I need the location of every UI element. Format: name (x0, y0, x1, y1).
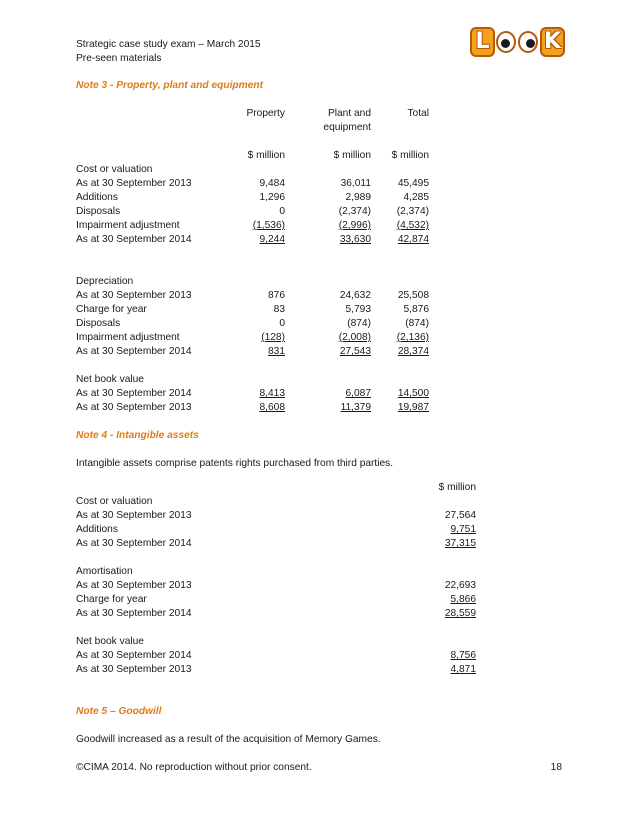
doc-header-line1: Strategic case study exam – March 2015 (76, 39, 261, 50)
col-header-property: Property (246, 108, 285, 119)
cell-value: 22,693 (444, 580, 476, 591)
cell-total: (2,374) (396, 206, 429, 217)
depreciation-heading: Depreciation (76, 276, 134, 287)
cell-total: 14,500 (397, 388, 429, 399)
row-label: As at 30 September 2013 (76, 580, 192, 591)
cell-total: (4,532) (396, 220, 429, 231)
cell-property: 831 (268, 346, 285, 357)
unit-plant: $ million (333, 150, 371, 161)
cell-total: 45,495 (397, 178, 429, 189)
row-label: Charge for year (76, 594, 147, 605)
cell-plant: 11,379 (340, 402, 371, 413)
note4-cost-heading: Cost or valuation (76, 496, 153, 507)
cell-plant: 6,087 (345, 388, 371, 399)
cell-property: 9,484 (259, 178, 285, 189)
cell-value: 28,559 (444, 608, 476, 619)
cell-plant: (2,996) (338, 220, 371, 231)
cell-total: (2,136) (396, 332, 429, 343)
row-label: Additions (76, 524, 118, 535)
cell-plant: 2,989 (345, 192, 371, 203)
cell-plant: 24,632 (339, 290, 371, 301)
look-logo (470, 27, 570, 59)
cell-property: 1,296 (259, 192, 285, 203)
nbv-heading: Net book value (76, 374, 144, 385)
cell-plant: 33,630 (339, 234, 371, 245)
cell-plant: 36,011 (340, 178, 371, 189)
row-label: As at 30 September 2013 (76, 402, 192, 413)
row-label: As at 30 September 2013 (76, 290, 192, 301)
note4-title: Note 4 - Intangible assets (76, 430, 199, 441)
cell-value: 4,871 (450, 664, 476, 675)
cell-property: 83 (273, 304, 285, 315)
row-label: As at 30 September 2013 (76, 178, 192, 189)
note5-text: Goodwill increased as a result of the acquisition of Memory Games. (76, 734, 381, 745)
doc-header-line2: Pre-seen materials (76, 53, 162, 64)
cell-property: 0 (279, 206, 285, 217)
note3-title: Note 3 - Property, plant and equipment (76, 80, 263, 91)
cell-plant: 27,543 (339, 346, 371, 357)
row-label: As at 30 September 2014 (76, 608, 192, 619)
cell-property: (1,536) (252, 220, 285, 231)
cell-plant: 5,793 (345, 304, 371, 315)
cell-property: (128) (261, 332, 285, 343)
row-label: As at 30 September 2014 (76, 234, 192, 245)
footer-copyright: ©CIMA 2014. No reproduction without prior consent. (76, 762, 312, 773)
note4-amort-heading: Amortisation (76, 566, 133, 577)
logo-eye-icon (518, 31, 538, 53)
cell-plant: (874) (347, 318, 371, 329)
cell-total: (874) (405, 318, 429, 329)
cell-value: 37,315 (444, 538, 476, 549)
cell-property: 8,608 (259, 402, 285, 413)
cell-property: 9,244 (259, 234, 285, 245)
unit-property: $ million (247, 150, 285, 161)
cost-heading: Cost or valuation (76, 164, 153, 175)
cell-value: 27,564 (444, 510, 476, 521)
cell-total: 19,987 (397, 402, 429, 413)
logo-letter-l: L (470, 27, 495, 57)
row-label: As at 30 September 2014 (76, 538, 192, 549)
row-label: As at 30 September 2014 (76, 346, 192, 357)
row-label: As at 30 September 2013 (76, 510, 192, 521)
logo-letter-k: K (540, 27, 565, 57)
row-label: Impairment adjustment (76, 220, 180, 231)
row-label: As at 30 September 2013 (76, 664, 192, 675)
cell-property: 876 (268, 290, 285, 301)
unit-total: $ million (391, 150, 429, 161)
logo-eye-icon (496, 31, 516, 53)
note4-nbv-heading: Net book value (76, 636, 144, 647)
row-label: As at 30 September 2014 (76, 650, 192, 661)
note4-intro: Intangible assets comprise patents rights purchased from third parties. (76, 458, 394, 469)
row-label: Impairment adjustment (76, 332, 180, 343)
cell-value: 8,756 (450, 650, 476, 661)
cell-plant: (2,374) (338, 206, 371, 217)
cell-total: 5,876 (403, 304, 429, 315)
row-label: As at 30 September 2014 (76, 388, 192, 399)
cell-plant: (2,008) (338, 332, 371, 343)
col-header-plant-line1: Plant and (327, 108, 371, 119)
cell-total: 42,874 (397, 234, 429, 245)
row-label: Charge for year (76, 304, 147, 315)
cell-total: 4,285 (403, 192, 429, 203)
row-label: Disposals (76, 318, 121, 329)
cell-total: 25,508 (397, 290, 429, 301)
cell-value: 5,866 (450, 594, 476, 605)
cell-total: 28,374 (397, 346, 429, 357)
note4-unit: $ million (438, 482, 476, 493)
cell-property: 0 (279, 318, 285, 329)
cell-property: 8,413 (259, 388, 285, 399)
page-number: 18 (550, 762, 562, 773)
row-label: Disposals (76, 206, 121, 217)
col-header-plant-line2: equipment (323, 122, 371, 133)
note5-title: Note 5 – Goodwill (76, 706, 162, 717)
cell-value: 9,751 (450, 524, 476, 535)
row-label: Additions (76, 192, 118, 203)
col-header-total: Total (407, 108, 429, 119)
